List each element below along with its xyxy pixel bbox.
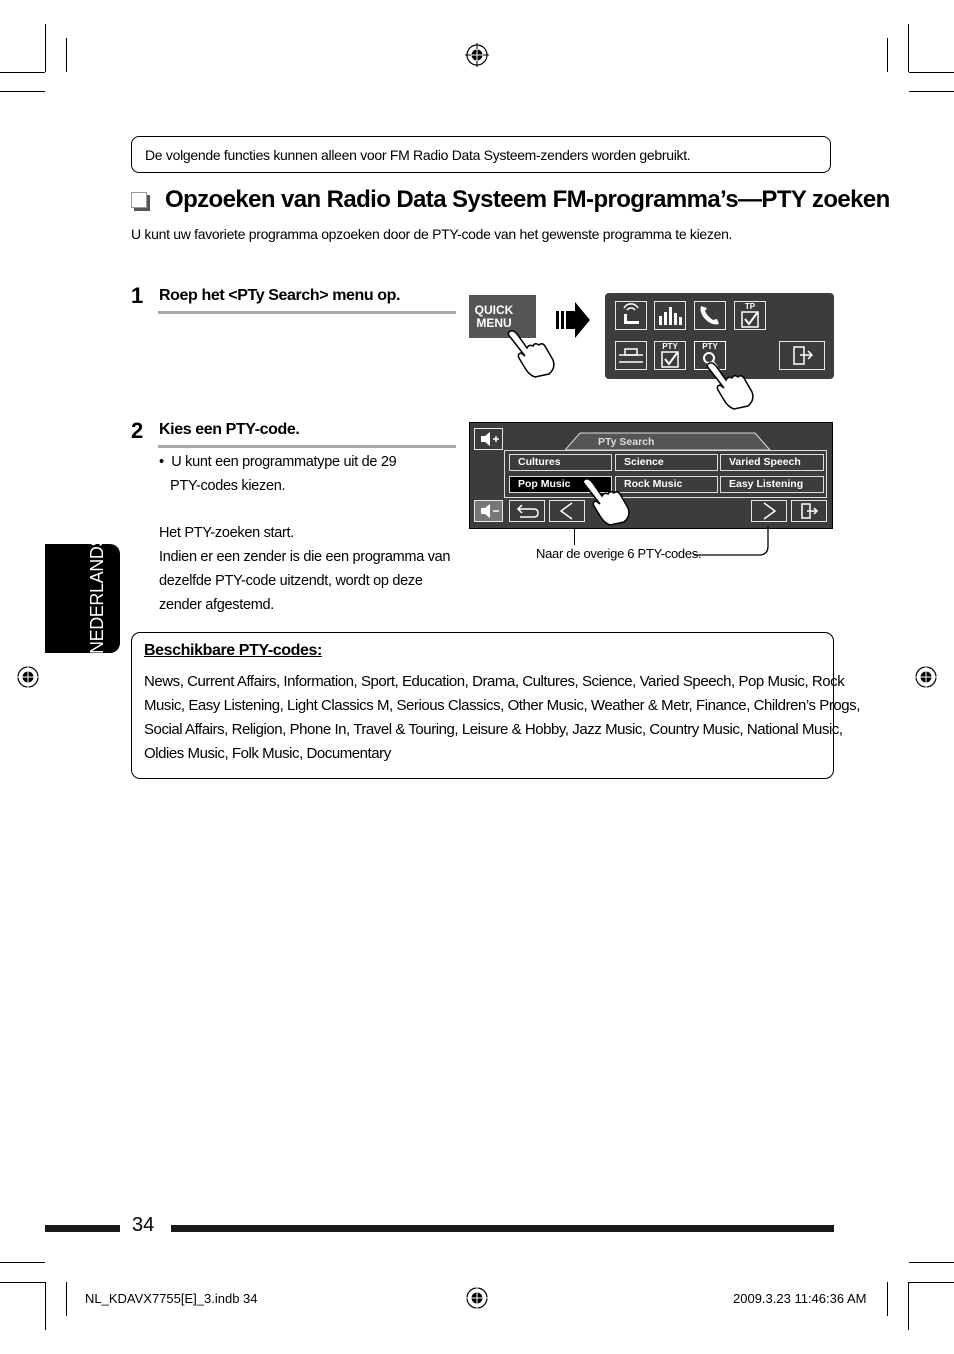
- step2-body: [159, 450, 459, 617]
- exit-button[interactable]: [791, 500, 827, 522]
- bullet-text: PTY-codes kiezen.: [170, 478, 286, 494]
- body-text: Het PTY-zoeken start.: [159, 525, 295, 541]
- crop-mark: [887, 1282, 888, 1316]
- step-title: Roep het <PTy Search> menu op.: [159, 287, 401, 304]
- intro-text: U kunt uw favoriete programma opzoeken door de PTY-code van het gewenste programma te kiezen.: [131, 226, 733, 242]
- exit-icon: [780, 342, 824, 369]
- pty-code-easy-listening[interactable]: Easy Listening: [720, 476, 824, 493]
- pty-standby-button[interactable]: [654, 341, 686, 370]
- tp-button[interactable]: [734, 301, 766, 330]
- checkbox-icon: [735, 311, 765, 329]
- pty-codes-box: [131, 632, 860, 779]
- bullet-text: • U kunt een programmatype uit de 29: [159, 454, 397, 470]
- volume-up-button[interactable]: [474, 428, 503, 450]
- chevron-left-icon: [550, 501, 584, 521]
- speaker-minus-icon: [475, 501, 502, 521]
- phone-button[interactable]: [694, 301, 726, 330]
- arrow-right-icon: [556, 302, 590, 338]
- heading-bullet-icon: [131, 192, 147, 208]
- checkbox-icon: [655, 351, 685, 369]
- body-text: zender afgestemd.: [159, 597, 274, 613]
- phone-icon: [695, 302, 725, 329]
- back-button[interactable]: [509, 500, 545, 522]
- crop-mark: [909, 91, 954, 92]
- registration-mark-icon: [16, 665, 40, 689]
- equalizer-button[interactable]: [654, 301, 686, 330]
- registration-mark-icon: [465, 1286, 489, 1310]
- step-title: Kies een PTY-code.: [159, 421, 300, 438]
- body-text: dezelfde PTY-code uitzendt, wordt op deze: [159, 573, 423, 589]
- pointing-hand-icon: [704, 360, 756, 410]
- pty-label: PTY: [702, 342, 718, 351]
- crop-mark: [0, 1282, 45, 1283]
- crop-mark: [0, 91, 45, 92]
- pty-codes-line: Social Affairs, Religion, Phone In, Travel & Touring, Leisure & Hobby, Jazz Music, Country Music, National Music,: [144, 721, 843, 738]
- pty-codes-line: Oldies Music, Folk Music, Documentary: [144, 745, 391, 762]
- pty-code-pop-music[interactable]: Pop Music: [509, 476, 612, 493]
- pointing-hand-icon: [505, 328, 557, 378]
- callout-text: Naar de overige 6 PTY-codes.: [536, 546, 702, 561]
- pointing-hand-icon: [580, 476, 632, 526]
- callout-line: [574, 528, 575, 545]
- pty-code-varied-speech[interactable]: Varied Speech: [720, 454, 824, 471]
- quick-menu-label: QUICK: [474, 303, 514, 317]
- equalizer-icon: [655, 302, 685, 329]
- crop-mark: [0, 72, 45, 73]
- chevron-right-icon: [752, 501, 786, 521]
- language-tab: [45, 544, 120, 653]
- pty-codes-line: News, Current Affairs, Information, Sport, Education, Drama, Cultures, Science, Varied Speech, Pop Music, Rock: [144, 673, 845, 690]
- step-rule: [158, 311, 456, 314]
- language-tab-label: NEDERLANDS: [87, 534, 107, 654]
- crop-mark: [908, 1282, 909, 1330]
- page-heading: Opzoeken van Radio Data Systeem FM-programma’s—PTY zoeken: [165, 186, 890, 213]
- crop-mark: [909, 1282, 954, 1283]
- volume-down-button[interactable]: [474, 500, 503, 522]
- crop-mark: [0, 1262, 45, 1263]
- tp-label: TP: [744, 302, 756, 311]
- file-slug: NL_KDAVX7755[E]_3.indb 34: [85, 1291, 258, 1306]
- pty-search-screen: [469, 422, 833, 529]
- crop-mark: [887, 38, 888, 72]
- body-text: Indien er een zender is die een programma van: [159, 549, 451, 565]
- pty-codes-title: Beschikbare PTY-codes:: [144, 642, 322, 659]
- crop-mark: [45, 24, 46, 72]
- pty-codes-line: Music, Easy Listening, Light Classics M, Serious Classics, Other Music, Weather & Metr, Finance, Children’s Progs,: [144, 697, 860, 714]
- title-tab: [565, 431, 775, 451]
- page-number: 34: [132, 1214, 155, 1236]
- speaker-plus-icon: [475, 429, 502, 449]
- crop-mark: [909, 72, 954, 73]
- notice-box: De volgende functies kunnen alleen voor FM Radio Data Systeem-zenders worden gebruikt.: [131, 136, 831, 173]
- timestamp-slug: 2009.3.23 11:46:36 AM: [733, 1291, 867, 1306]
- source-button[interactable]: [615, 341, 647, 370]
- pty-code-science[interactable]: Science: [615, 454, 718, 471]
- pty-code-cultures[interactable]: Cultures: [509, 454, 612, 471]
- antenna-icon: [616, 302, 646, 329]
- return-icon: [510, 501, 544, 521]
- registration-mark-icon: [914, 665, 938, 689]
- exit-button[interactable]: [779, 341, 825, 370]
- crop-mark: [45, 1282, 46, 1330]
- footer-bar: [45, 1225, 120, 1232]
- footer-bar: [171, 1225, 834, 1232]
- exit-icon: [792, 501, 826, 521]
- registration-mark-icon: [465, 43, 489, 67]
- step-number: 1: [131, 283, 144, 308]
- tuner-icon: [616, 342, 646, 369]
- step-rule: [158, 445, 456, 448]
- callout-line: [694, 526, 772, 558]
- crop-mark: [66, 38, 67, 72]
- crop-mark: [908, 24, 909, 72]
- pty-code-rock-music[interactable]: Rock Music: [615, 476, 718, 493]
- pty-label: PTY: [662, 342, 678, 351]
- crop-mark: [909, 1262, 954, 1263]
- pty-screen-title: PTy Search: [598, 436, 655, 448]
- step-number: 2: [131, 418, 144, 443]
- crop-mark: [66, 1282, 67, 1316]
- antenna-button[interactable]: [615, 301, 647, 330]
- pty-codes-list: [144, 670, 860, 766]
- next-page-button[interactable]: [751, 500, 787, 522]
- quick-menu-label: MENU: [476, 316, 512, 330]
